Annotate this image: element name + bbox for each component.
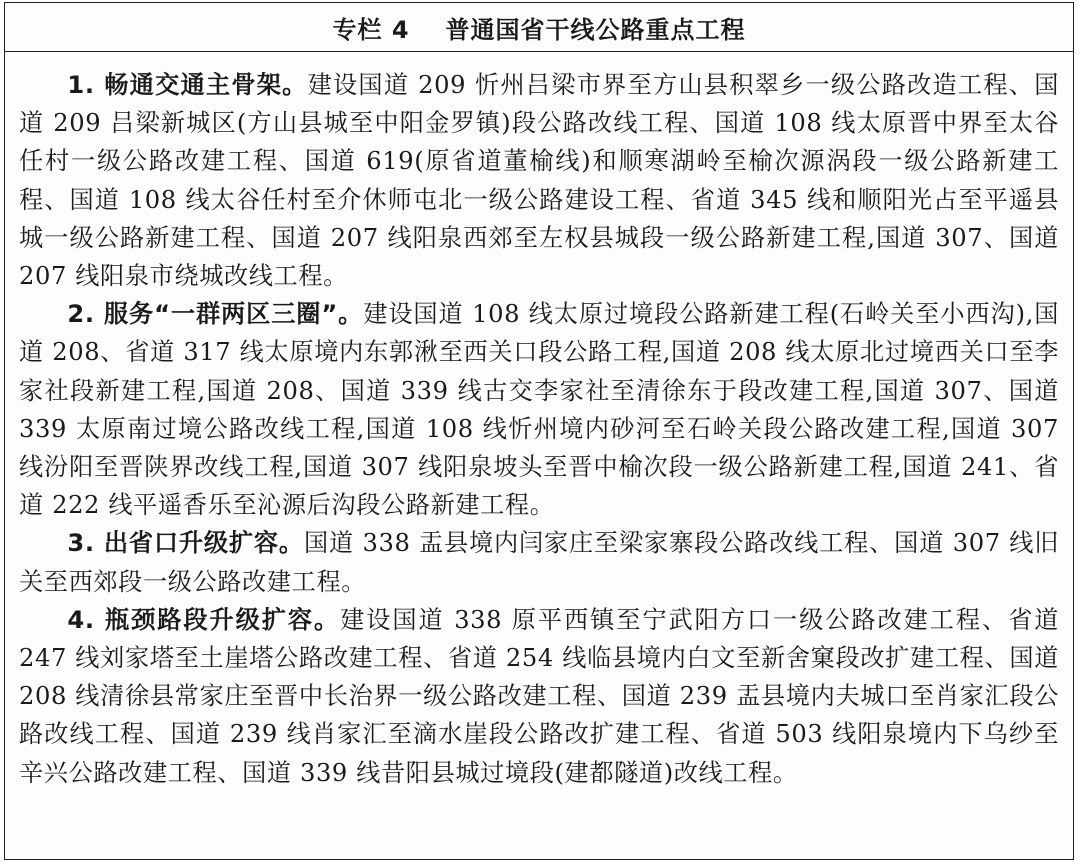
section-4 <box>19 601 1059 792</box>
section-body: 建设国道 338 原平西镇至宁武阳方口一级公路改建工程、省道 247 线刘家塔至土崖塔公路改建工程、省道 254 线临县境内白文至新舍窠段改扩建工程、国道 208 线清徐县常家庄至晋中长治界一级公路改建工程、国道 239 盂县境内夫城口至肖家汇段公路改线工程、国道 239 线肖家汇至滴水崖段公路改扩建工程、省道 503 线阳泉境内下乌纱至辛兴公路改建工程、国道 339 线昔阳县城过境段(建都隧道)改线工程。 <box>19 605 1060 787</box>
section-body: 建设国道 209 忻州吕梁市界至方山县积翠乡一级公路改造工程、国道 209 吕梁新城区(方山县城至中阳金罗镇)段公路改线工程、国道 108 线太原晋中界至太谷任村一级公路改建工程、国道 619(原省道董榆线)和顺寒湖岭至榆次源涡段一级公路新建工程、国道 108 线太谷任村至介休师屯北一级公路建设工程、省道 345 线和顺阳光占至平遥县城一级公路新建工程、国道 207 线阳泉西郊至左权县城段一级公路新建工程,国道 307、国道 207 线阳泉市绕城改线工程。 <box>19 71 1059 291</box>
box-title-bar <box>5 3 1073 52</box>
box-content <box>5 52 1073 792</box>
section-heading: 3. 出省口升级扩容。 <box>67 529 304 558</box>
feature-box <box>4 2 1074 860</box>
section-1 <box>19 66 1059 295</box>
section-heading: 2. 服务“一群两区三圈”。 <box>67 300 364 329</box>
box-title: 普通国省干线公路重点工程 <box>445 15 746 44</box>
section-body: 建设国道 108 线太原过境段公路新建工程(石岭关至小西沟),国道 208、省道 317 线太原境内东郭湫至西关口段公路工程,国道 208 线太原北过境西关口至李家社段新建工程,国道 208、国道 339 线古交李家社至清徐东于段改建工程,国道 307、国道 339 太原南过境公路改线工程,国道 108 线忻州境内砂河至石岭关段公路改建工程,国道 307 线汾阳至晋陕界改线工程,国道 307 线阳泉坡头至晋中榆次段一级公路新建工程,国道 241、省道 222 线平遥香乐至沁源后沟段公路新建工程。 <box>19 300 1059 520</box>
section-2 <box>19 295 1059 524</box>
column-label: 专栏 4 <box>332 15 410 44</box>
section-3 <box>19 524 1059 600</box>
section-body: 国道 338 盂县境内闫家庄至梁家寨段公路改线工程、国道 307 线旧关至西郊段一级公路改建工程。 <box>19 529 1059 596</box>
section-heading: 4. 瓶颈路段升级扩容。 <box>67 605 341 634</box>
section-heading: 1. 畅通交通主骨架。 <box>67 71 308 99</box>
